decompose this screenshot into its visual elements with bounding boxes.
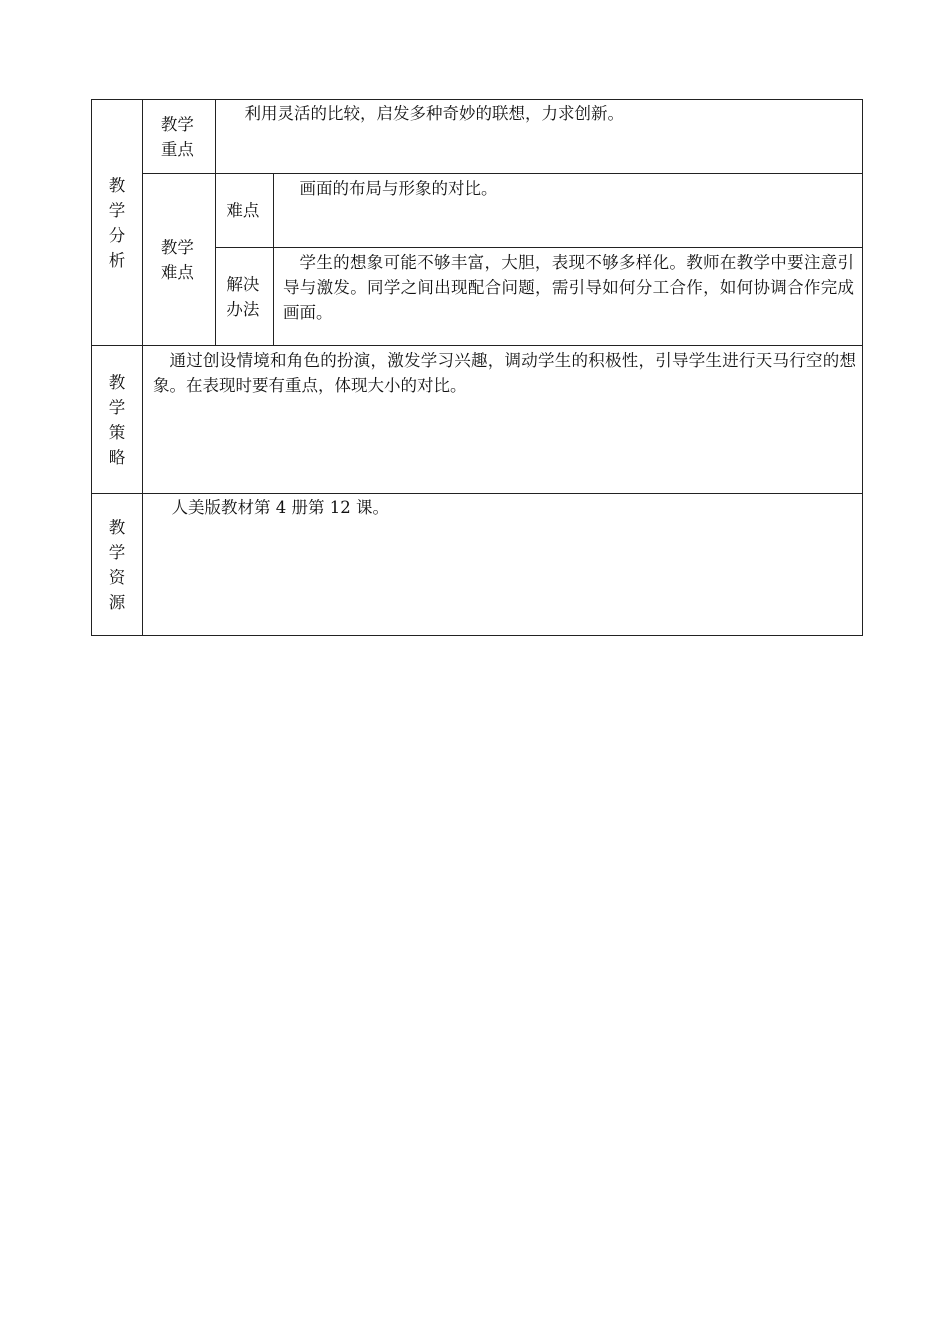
key-point-label-cell xyxy=(143,100,216,174)
key-point-text: 利用灵活的比较，启发多种奇妙的联想，力求创新。 xyxy=(244,104,624,123)
solution-text-cell xyxy=(274,248,863,346)
difficulty-label: 教学难点 xyxy=(160,237,194,282)
strategy-text-cell xyxy=(143,346,863,494)
key-point-text-cell xyxy=(216,100,863,174)
resources-text: 人美版教材第 4 册第 12 课。 xyxy=(171,498,389,517)
difficulty-point-label-cell xyxy=(216,174,274,248)
lesson-plan-table xyxy=(91,99,863,636)
resources-row xyxy=(92,494,863,636)
analysis-label: 教学分析 xyxy=(108,175,126,270)
strategy-text: 通过创设情境和角色的扮演，激发学习兴趣，调动学生的积极性，引导学生进行天马行空的想象。在表现时要有重点，体现大小的对比。 xyxy=(153,351,856,395)
resources-text-cell xyxy=(143,494,863,636)
solution-label-cell xyxy=(216,248,274,346)
difficulty-point-label: 难点 xyxy=(226,201,260,220)
difficulty-point-text: 画面的布局与形象的对比。 xyxy=(299,179,498,198)
key-point-label: 教学重点 xyxy=(160,114,194,159)
resources-label: 教学资源 xyxy=(108,517,126,612)
difficulty-point-row xyxy=(92,174,863,248)
solution-label: 解决办法 xyxy=(226,274,260,319)
analysis-label-cell xyxy=(92,100,143,346)
solution-text: 学生的想象可能不够丰富，大胆，表现不够多样化。教师在教学中要注意引导与激发。同学之间出现配合问题，需引导如何分工合作，如何协调合作完成画面。 xyxy=(283,253,854,322)
strategy-label-cell xyxy=(92,346,143,494)
key-point-row xyxy=(92,100,863,174)
resources-label-cell xyxy=(92,494,143,636)
strategy-row xyxy=(92,346,863,494)
difficulty-label-cell xyxy=(143,174,216,346)
strategy-label: 教学策略 xyxy=(108,372,126,467)
difficulty-point-text-cell xyxy=(274,174,863,248)
